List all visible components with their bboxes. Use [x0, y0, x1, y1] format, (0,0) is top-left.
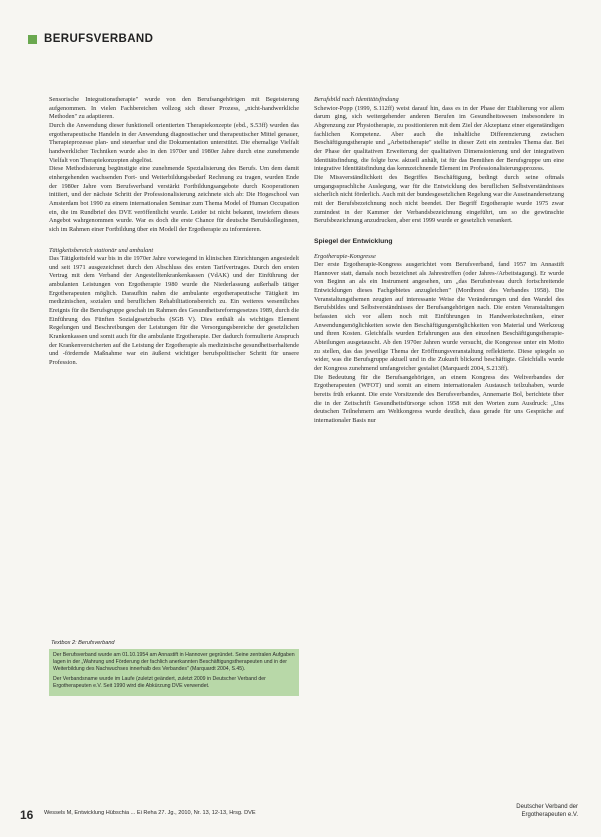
- textbox-title: Textbox 2: Berufsverband: [51, 640, 115, 646]
- paragraph: Der erste Ergotherapie-Kongress ausgerichtet vom Berufsverband, fand 1957 im Annastift Hannover statt, damals noch bezeichnet als Jahrestreffen (oder Jahres-/Arbeitstagung). Er wurde von Beginn an als ein Instrument angesehen, um „das Berufsniveau durch fortschreitende Entwicklungen dieses Fachgebietes anzugleichen" (Mordhorst des Verbandes 1958). Die Veranstaltungsthemen zeugten auf interessante Weise die Veränderungen und den Wandel des Berufsbildes und Selbstverständnisses der Berufsangehörigen nach. Die ersten Veranstaltungen befassten sich vor allem noch mit Einführungen in Handwerkstechniken, einer Anwendungsmöglichkeiten sowie den Beschäftigungsmöglichkeiten von Material und Werkzeug und ihren Kosten. Gleichfalls wurden Erfahrungen aus den einzelnen Beschäftigungstherapie-Abteilungen ausgetauscht. Ab den 1970er Jahren wurde versucht, die Kongresse unter ein Motto zu stellen, das das jeweilige Thema der Eröffnungsveranstaltung reflektierte. Diese spiegeln so wider, was die Berufsgruppe aktuell und in die Zukunft blickend beschäftigte. Gleichfalls wurde der Kongress zunehmend umfangreicher gestaltet (Marquardt 2004, S.213ff).: [314, 261, 564, 373]
- paragraph: Sensorische Integrationstherapie" wurde von den Berufsangehörigen mit Begeisterung aufgenommen. In vielen Fachbereichen vollzog sich dieser Prozess, „nicht-handwerkliche Methoden" zu adaptieren.: [49, 96, 299, 121]
- paragraph: Das Tätigkeitsfeld war bis in die 1970er Jahre vorwiegend in klinischen Einrichtungen angesiedelt und seit 1971 ausgezeichnet durch den Abschluss des ersten Tarifvertrages. Durch den ersten Vertrag mit dem Verband der Angestelltenkrankenkassen (VdAK) und der Einführung der ambulanten Leistungen von Ergotherapie 1980 wurde die Niederlassung außerhalb tätiger Ergotherapeuten möglich. Daraufhin nahm die ambulante ergotherapeutische Tätigkeit im medizinischen, sozialen und beruflichen Rehabilitationsbereich zu. Ein weiteres wesentliches Ereignis für die Berufsgruppe geschah im Rahmen des Gesundheitsreformgesetzes 1989, durch die Einführung des Fünften Sozialgesetzbuchs (SGB V). Dies enthält als wichtiges Element Regelungen und Beschreibungen der Leistungen für die Versorgungsbereiche der gesetzlichen Krankenkassen und somit auch für die ambulante Ergotherapie. Der dadurch formulierte Anspruch der Krankenversicherten auf die Leistung der Ergotherapie als medizinische gesundheitserhaltende und -fördernde Maßnahme war ein äußerst wichtiger berufspolitischer Schritt für unsere Profession.: [49, 255, 299, 367]
- textbox-body: [49, 649, 299, 696]
- section-heading: Spiegel der Entwicklung: [314, 237, 393, 245]
- page-number: 16: [20, 808, 34, 822]
- paragraph: Die Missverständlichkeit des Begriffes Beschäftigung, bedingt durch seine oftmals umgangssprachliche Auslegung, war für die Entwicklung des beruflichen Selbstverständnisses sicherlich nicht förderlich. Auch mit der bundesgesetzlichen Regelung war die Auseinandersetzung mit der Berufsbezeichnung noch nicht beendet. Der Begriff Ergotherapie wurde 1975 zwar zumindest in der Kammer der Verbandsbezeichnung eingeführt, um so die gewünschte Berufsbezeichnung anzudrucken, aber erst 1999 wurde er gesetzlich verankert.: [314, 173, 564, 225]
- org-line: Deutscher Verband der: [516, 804, 578, 810]
- subheading: Ergotherapie-Kongresse: [314, 252, 376, 260]
- right-column: [314, 96, 564, 426]
- subheading: Berufsbild nach Identitätsfindung: [314, 96, 399, 103]
- paragraph: Durch die Anwendung dieser funktionell orientierten Therapiekonzepte (ebd., S.53ff) wurden das ergotherapeutische Handeln in der Anwendung diagnostischer und therapeutischer Mittel genauer, Therapieprozesse plan- und steuerbar und die Dokumentation unterstützt. Die ehemalige Vielfalt handwerklicher Techniken wurde also in den 1970er und 1980er Jahre durch eine zunehmende Vielfalt von Therapiekonzepten abgelöst.: [49, 121, 299, 164]
- section-title: BERUFSVERBAND: [44, 33, 154, 45]
- textbox-paragraph: Der Berufsverband wurde am 01.10.1954 am Annastift in Hannover gegründet. Seine zentralen Aufgaben lagen in der „Wahrung und Förderung der fachlich anerkannten Beschäftigungstherapeuten und in der Weiterbildung des Nachwuchses innerhalb des Verbandes" (Marquardt 2004, S.45).: [53, 652, 295, 673]
- subheading: Tätigkeitsbereich stationär und ambulant: [49, 246, 154, 254]
- section-header: [28, 33, 153, 45]
- left-column: [49, 96, 299, 368]
- citation: Wessels M, Entwicklung Hübschia ... Ei Reha 27. Jg., 2010, Nr. 13, 12-13, Hrsg. DVE: [44, 810, 256, 816]
- org-line: Ergotherapeuten e.V.: [521, 811, 578, 818]
- paragraph: Schewior-Popp (1999, S.112ff) weist darauf hin, dass es in der Phase der Etablierung vor allem darum ging, sich weitergehender anderen Berufen im Gesundheitswesen insbesondere in Abgrenzung zur Physiotherapie, zu positionieren mit dem Ziel der Akzeptanz einer eigenständigen fachlichen Kompetenz. Aber auch die inhaltliche Differenzierung zwischen Beschäftigungstherapie und „Arbeitstherapie" stellte in dieser Zeit ein zentrales Thema dar. Bei der Phase der qualitativen Erweiterung der qualitativen Dimensionierung und der integrativen Identitätsfindung, die folgte bzw. aktuell anhält, ist für das Bemühen der Berufsgruppe um eine integrative Identitätsfindung das kennzeichnende Element im Professionalisierungsprozess.: [314, 104, 564, 173]
- paragraph: Diese Methodisierung begünstigte eine zunehmende Spezialisierung des Berufs. Um dem damit einhergehenden wachsenden Fort- und Weiterbildungsbedarf Rechnung zu tragen, wurden Ende der 1980er Jahre vom Berufsverband verstärkt Fortbildungsangebote durch Kooperationen initiiert, und der nächste Schritt der Professionalisierung zeichnete sich ab: Die Hogeschool van Amsterdam bot 1990 zu einem internationalen Seminar zum Thema Model of Human Occupation ein, die im Rundbrief des DVE veröffentlicht wurde. Leider ist nicht bekannt, inwiefern dieses Angebot wahrgenommen wurde. War es doch die erste Chance für deutsche Berufskolleginnen, sich im Rahmen einer Fortbildung über ein Modell der Ergotherapie zu informieren.: [49, 165, 299, 233]
- textbox-paragraph: Der Verbandsname wurde im Laufe (zuletzt geändert, zuletzt 2009 in Deutscher Verband der Ergotherapeuten e.V. Seit 1990 wird die Abkürzung DVE verwendet.: [53, 676, 266, 690]
- organization-name: [516, 804, 578, 819]
- paragraph: Die Bedeutung für die Berufsangehörigen, an einem Kongress des Weltverbandes der Ergotherapeuten (WFOT) und somit an einem internationalen Austausch teilzuhaben, wurde bereits früh erkannt. Die erste Vorsitzende des Berufsverbandes, Annemarie Bol, berichtete über die in der Zeitschrift Gesundheitsfürsorge schon 1958 mit den Worten zum Ausdruck: „Uns deutschen Teilnehmern am Weltkongress wurde deutlich, dass gerade für uns Gespräche auf internationaler Basis nur: [314, 373, 564, 424]
- textbox: [49, 640, 299, 696]
- green-square-icon: [28, 35, 37, 44]
